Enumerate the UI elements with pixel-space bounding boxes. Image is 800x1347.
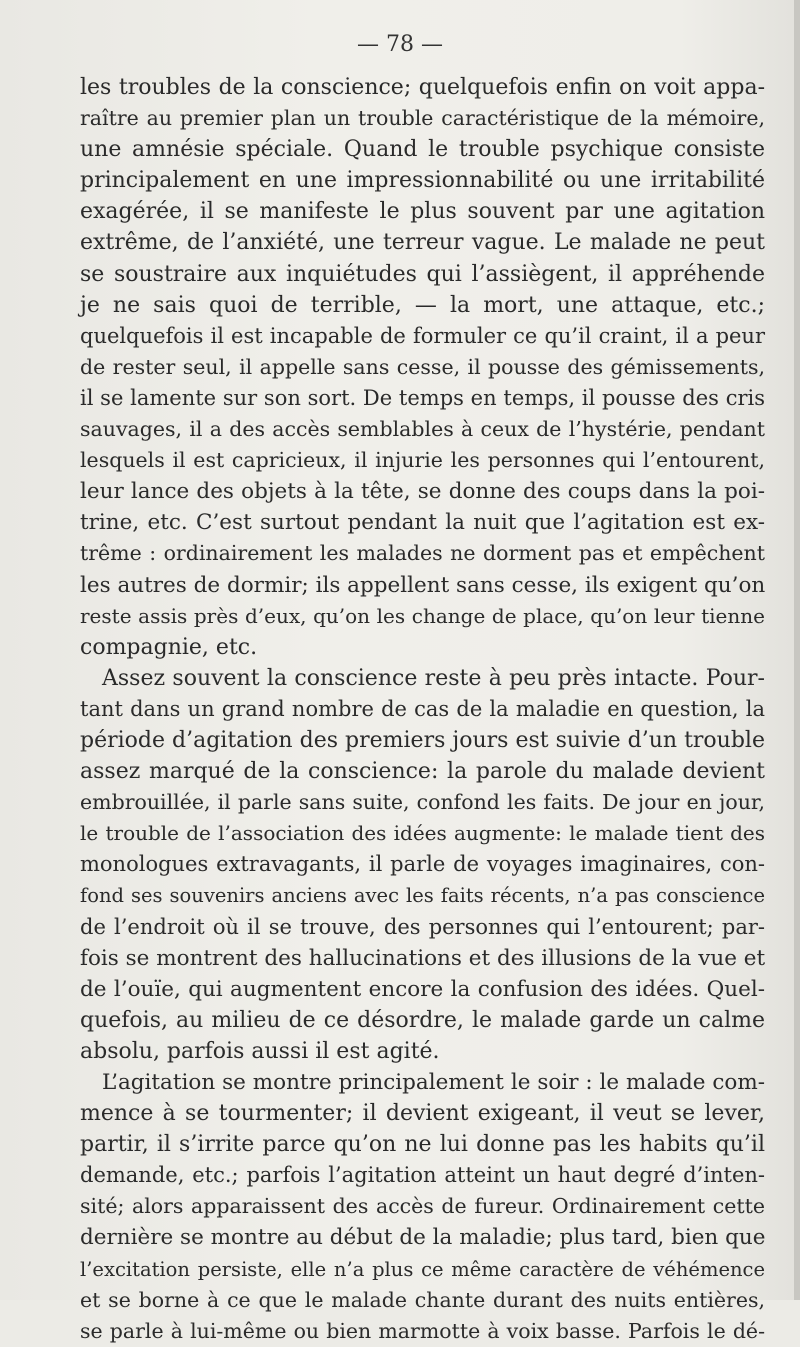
text-line: monologues extravagants, il parle de voyages imaginaires, con- xyxy=(80,852,765,877)
text-line: une amnésie spéciale. Quand le trouble psychique consiste xyxy=(80,137,765,163)
page-edge-shadow xyxy=(794,0,800,1300)
text-line: et se borne à ce que le malade chante durant des nuits entières, xyxy=(80,1287,765,1312)
text-line: leur lance des objets à la tête, se donne des coups dans la poi- xyxy=(80,479,765,505)
text-line: fois se montrent des hallucinations et des illusions de la vue et xyxy=(80,945,766,971)
text-line: fond ses souvenirs anciens avec les faits récents, n’a pas conscience xyxy=(80,884,765,908)
text-line: période d’agitation des premiers jours est suivie d’un trouble xyxy=(80,727,765,753)
text-line: les troubles de la conscience; quelquefois enfin on voit appa- xyxy=(80,75,765,100)
text-line: sauvages, il a des accès semblables à ceux de l’hystérie, pendant xyxy=(80,417,765,442)
text-line: extrême, de l’anxiété, une terreur vague. Le malade ne peut xyxy=(80,230,765,256)
text-line: se parle à lui-même ou bien marmotte à voix basse. Parfois le dé- xyxy=(80,1318,765,1343)
text-line: Assez souvent la conscience reste à peu près intacte. Pour- xyxy=(102,665,765,691)
text-line: quelquefois il est incapable de formuler ce qu’il craint, il a peur xyxy=(80,323,765,348)
text-line: assez marqué de la conscience: la parole du malade devient xyxy=(80,759,765,785)
text-line: l’excitation persiste, elle n’a plus ce même caractère de véhémence xyxy=(80,1257,765,1281)
text-line: se soustraire aux inquiétudes qui l’assiègent, il appréhende xyxy=(80,261,765,287)
text-line: de l’ouïe, qui augmentent encore la confusion des idées. Quel- xyxy=(80,976,765,1002)
text-line: principalement en une impressionnabilité ou une irritabilité xyxy=(80,168,765,194)
text-line: compagnie, etc. xyxy=(80,634,258,660)
text-line: raître au premier plan un trouble caractéristique de la mémoire, xyxy=(80,106,765,131)
text-line: reste assis près d’eux, qu’on les change de place, qu’on leur tienne xyxy=(80,603,765,628)
text-line: il se lamente sur son sort. De temps en temps, il pousse des cris xyxy=(80,385,765,410)
text-line: trême : ordinairement les malades ne dorment pas et empêchent xyxy=(80,541,765,566)
text-line: de rester seul, il appelle sans cesse, il pousse des gémissements, xyxy=(80,354,765,379)
text-line: tant dans un grand nombre de cas de la maladie en question, la xyxy=(80,696,765,721)
text-line: de l’endroit où il se trouve, des personnes qui l’entourent; par- xyxy=(80,914,765,939)
text-line: mence à se tourmenter; il devient exigeant, il veut se lever, xyxy=(80,1101,765,1127)
text-line: L’agitation se montre principalement le soir : le malade com- xyxy=(102,1070,765,1095)
text-line: les autres de dormir; ils appellent sans cesse, ils exigent qu’on xyxy=(80,572,766,598)
page-number: — 78 — xyxy=(357,32,443,57)
text-line: trine, etc. C’est surtout pendant la nuit que l’agitation est ex- xyxy=(80,510,765,536)
text-line: lesquels il est capricieux, il injurie les personnes qui l’entourent, xyxy=(80,448,765,473)
body-text xyxy=(80,72,765,1347)
text-line: embrouillée, il parle sans suite, confond les faits. De jour en jour, xyxy=(80,790,765,815)
text-line: quefois, au milieu de ce désordre, le malade garde un calme xyxy=(80,1007,765,1033)
text-line: exagérée, il se manifeste le plus souvent par une agitation xyxy=(80,199,765,225)
text-line: dernière se montre au début de la maladie; plus tard, bien que xyxy=(80,1225,766,1251)
text-line: partir, il s’irrite parce qu’on ne lui donne pas les habits qu’il xyxy=(80,1132,765,1158)
text-line: absolu, parfois aussi il est agité. xyxy=(80,1038,440,1064)
text-line: demande, etc.; parfois l’agitation atteint un haut degré d’inten- xyxy=(80,1163,765,1188)
text-line: sité; alors apparaissent des accès de fureur. Ordinairement cette xyxy=(80,1194,765,1219)
text-line: je ne sais quoi de terrible, — la mort, une attaque, etc.; xyxy=(80,292,765,318)
text-line: le trouble de l’association des idées augmente: le malade tient des xyxy=(80,821,765,846)
